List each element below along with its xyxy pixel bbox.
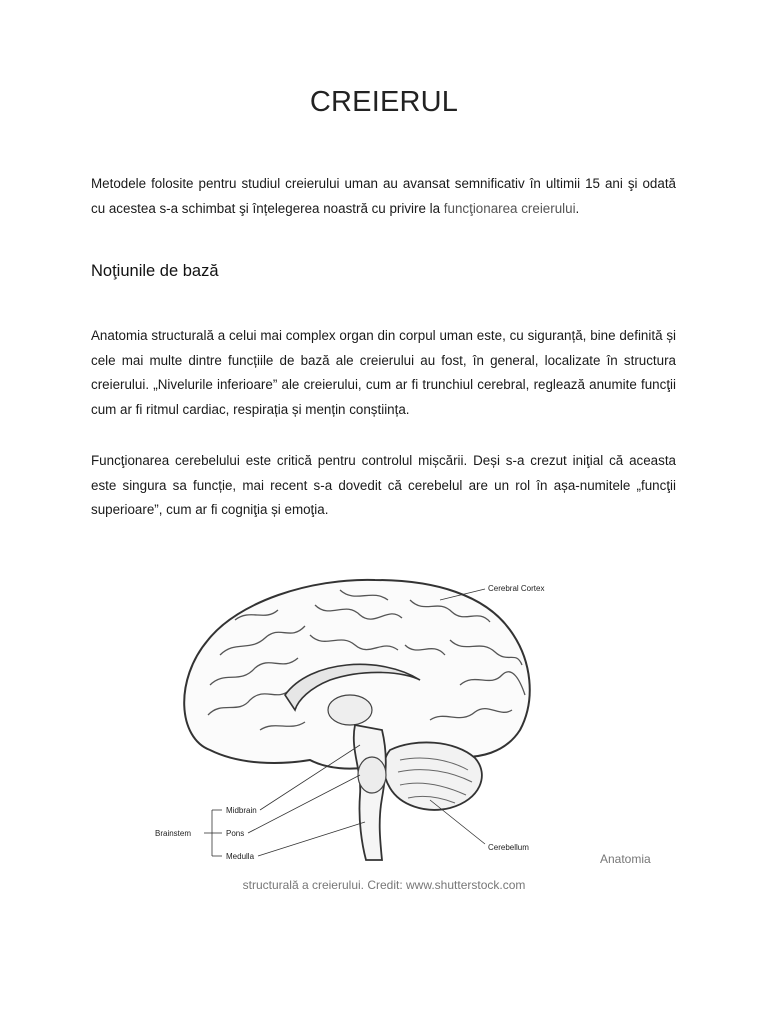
brain-illustration xyxy=(150,560,570,865)
brain-figure xyxy=(150,560,570,865)
intro-text: Metodele folosite pentru studiul creierului uman au avansat semnificativ în ultimii 15 ani şi odată cu acestea s-a schimbat şi înțelegerea noastră cu privire la xyxy=(91,176,676,216)
anatomy-paragraph: Anatomia structurală a celui mai complex organ din corpul uman este, cu siguranță, bine definită și cele mai multe dintre funcțiile de bază ale creierului au fost, în general, localizate în structura creierului. „Nivelurile inferioare” ale creierului, cum ar fi trunchiul cerebral, reglează anumite funcţii cum ar fi ritmul cardiac, respirația și mențin conștiința. xyxy=(91,328,676,417)
figure-caption-end: structurală a creierului. Credit: www.shutterstock.com xyxy=(242,878,526,892)
section-heading: Noţiunile de bază xyxy=(91,262,219,280)
cerebellum-paragraph: Funcţionarea cerebelului este critică pentru controlul mișcării. Deși s-a crezut iniţial că aceasta este singura sa funcție, mai recent s-a dovedit că cerebelul are un rol în așa-numitele „funcţii superioare”, cum ar fi cogniţia și emoţia. xyxy=(91,453,676,517)
label-cerebellum: Cerebellum xyxy=(488,843,529,852)
label-cerebral-cortex: Cerebral Cortex xyxy=(488,584,545,593)
pons-shape xyxy=(358,757,386,793)
label-pons: Pons xyxy=(226,829,245,838)
brain-function-link[interactable]: funcţionarea creierului xyxy=(443,200,576,216)
figure-caption-start: Anatomia xyxy=(600,852,651,866)
label-midbrain: Midbrain xyxy=(226,806,257,815)
label-medulla: Medulla xyxy=(226,852,255,861)
page-title: CREIERUL xyxy=(309,86,459,118)
thalamus xyxy=(328,695,372,725)
intro-end: . xyxy=(575,200,580,216)
intro-paragraph xyxy=(91,172,676,221)
label-brainstem: Brainstem xyxy=(155,829,192,838)
cerebellum-shape xyxy=(384,742,482,809)
